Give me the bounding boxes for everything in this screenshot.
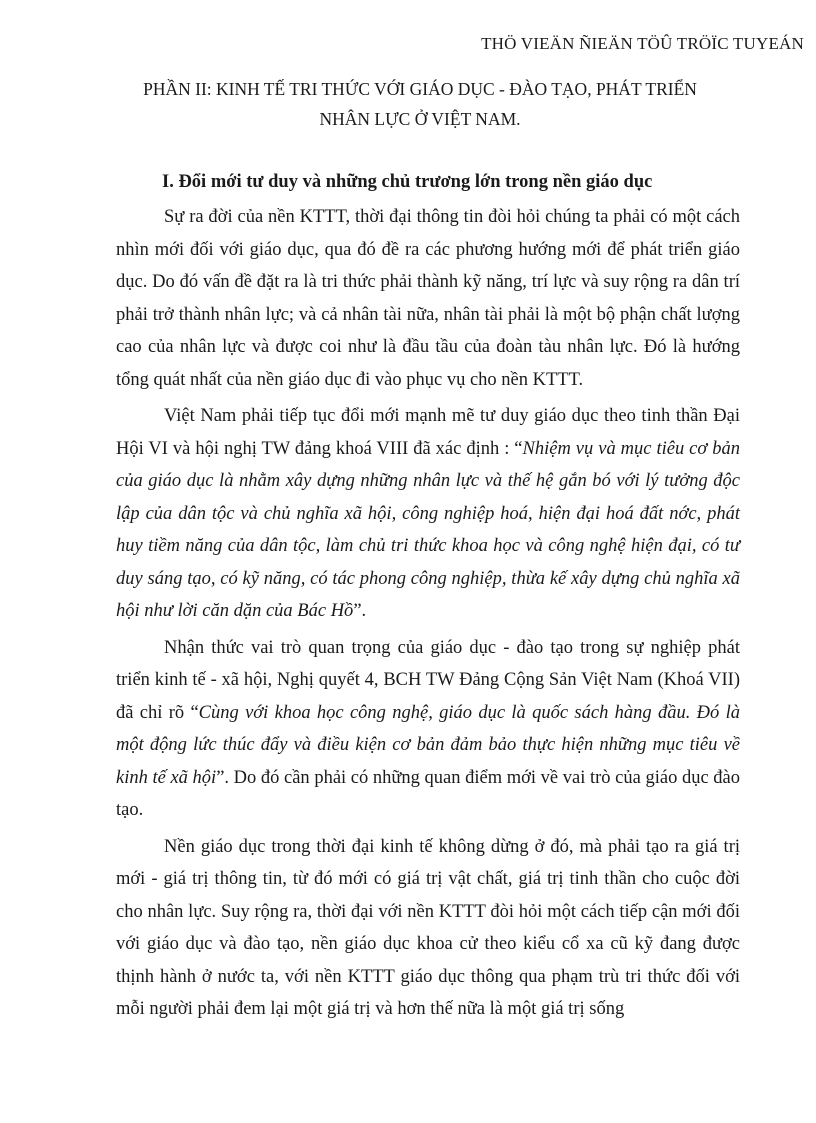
paragraph-2-quote: Nhiệm vụ và mục tiêu cơ bản của giáo dục là nhằm xây dựng những nhân lực và thế hệ gắn bó với lý tưởng độc lập của dân tộc và chủ nghĩa xã hội, công nghiệp hoá, hiện đại hoá đất nớc, phát huy tiềm năng của dân tộc, làm chủ tri thức khoa học và công nghệ hiện đại, có tư duy sáng tạo, có kỹ năng, có tác phong công nghiệp, thừa kế xây dựng chủ nghĩa xã hội như lời căn dặn của Bác Hồ	[116, 438, 740, 621]
paragraph-4: Nền giáo dục trong thời đại kinh tế không dừng ở đó, mà phải tạo ra giá trị mới - giá trị thông tin, từ đó mới có giá trị vật chất, giá trị tinh thần cho cuộc đời cho nhân lực. Suy rộng ra, thời đại với nền KTTT đòi hỏi một cách tiếp cận mới đối với giáo dục và đào tạo, nền giáo dục khoa cử theo kiểu cổ xa cũ kỹ đang được thịnh hành ở nước ta, với nền KTTT giáo dục thông qua phạm trù tri thức đối với mỗi người phải đem lại một giá trị và hơn thế nữa là một giá trị sống	[116, 836, 740, 1019]
paragraph-3	[116, 632, 740, 827]
paragraph-3-quote: Cùng với khoa học công nghệ, giáo dục là quốc sách hàng đầu. Đó là một động lức thúc đẩy và điều kiện cơ bản đảm bảo thực hiện những mục tiêu về kinh tế xã hội	[116, 702, 740, 788]
page-header: THÖ VIEÄN ÑIEÄN TÖÛ TRÖÏC TUYEÁN	[481, 34, 804, 53]
part-title	[100, 74, 740, 134]
paragraph-3-intro: Nhận thức vai trò quan trọng của giáo dục - đào tạo trong sự nghiệp phát triển kinh tế - xã hội, Nghị quyết 4, BCH TW Đảng Cộng Sản Việt Nam (Khoá VII) đã chỉ rõ “	[116, 637, 740, 723]
paragraph-2	[116, 400, 740, 628]
body-text	[116, 201, 740, 1030]
paragraph-3-end: ”. Do đó cần phải có những quan điểm mới về vai trò của giáo dục đào tạo.	[116, 767, 740, 820]
part-title-line-2: NHÂN LỰC Ở VIỆT NAM.	[319, 109, 521, 129]
paragraph-1: Sự ra đời của nền KTTT, thời đại thông tin đòi hỏi chúng ta phải có một cách nhìn mới đối với giáo dục, qua đó đề ra các phương hướng mới để phát triển giáo dục. Do đó vấn đề đặt ra là tri thức phải thành kỹ năng, trí lực và suy rộng ra dân trí phải trở thành nhân lực; và cả nhân tài nữa, nhân tài phải là một bộ phận chất lượng cao của nhân lực và được coi như là đầu tầu của đoàn tàu nhân lực. Đó là hướng tổng quát nhất của nền giáo dục đi vào phục vụ cho nền KTTT.	[116, 207, 740, 390]
section-heading: I. Đổi mới tư duy và những chủ trương lớn trong nền giáo dục	[162, 172, 653, 192]
part-title-line-1: PHẦN II: KINH TẾ TRI THỨC VỚI GIÁO DỤC - ĐÀO TẠO, PHÁT TRIỂN	[143, 79, 697, 99]
paragraph-2-end: ”.	[353, 601, 367, 621]
paragraph-2-intro: Việt Nam phải tiếp tục đổi mới mạnh mẽ tư duy giáo dục theo tinh thần Đại Hội VI và hội nghị TW đảng khoá VIII đã xác định : “	[116, 406, 740, 459]
